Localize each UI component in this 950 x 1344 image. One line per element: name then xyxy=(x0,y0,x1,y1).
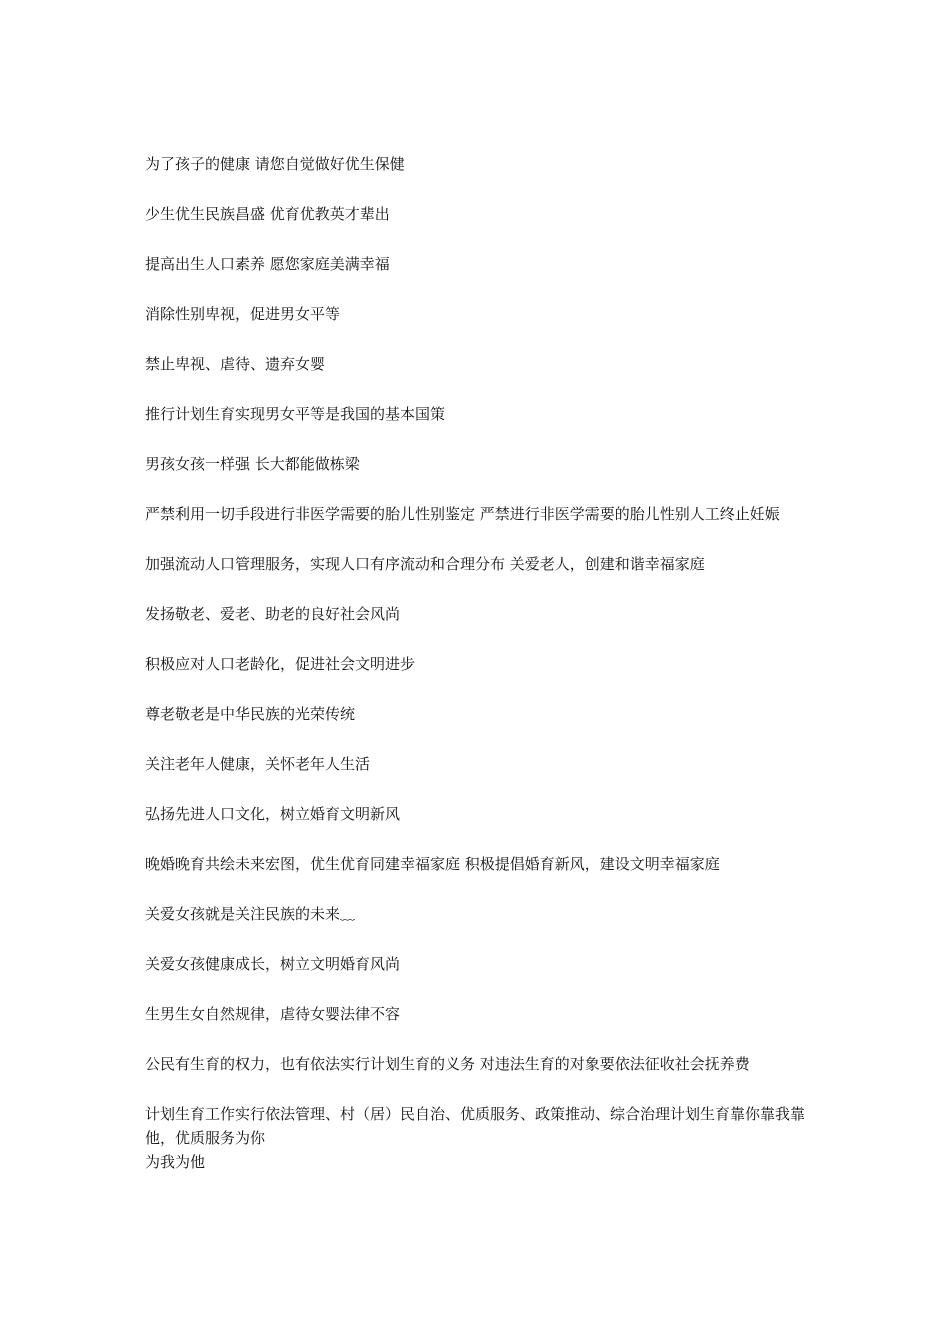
paragraph-13: 关注老年人健康，关怀老年人生活 xyxy=(145,755,371,773)
document-body xyxy=(145,152,810,1174)
paragraph-7: 男孩女孩一样强 长大都能做栋梁 xyxy=(145,455,360,473)
paragraph-3: 提高出生人口素养 愿您家庭美满幸福 xyxy=(145,255,390,273)
paragraph-20: 计划生育工作实行依法管理、村（居）民自治、优质服务、政策推动、综合治理计划生育靠你靠我靠他，优质服务为你 xyxy=(145,1105,806,1147)
paragraph-9: 加强流动人口管理服务，实现人口有序流动和合理分布 关爱老人，创建和谐幸福家庭 xyxy=(145,555,705,573)
paragraph-16: 关爱女孩就是关注民族的未来﹏ xyxy=(145,905,356,923)
paragraph-19: 公民有生育的权力，也有依法实行计划生育的义务 对违法生育的对象要依法征收社会抚养费 xyxy=(145,1055,750,1073)
paragraph-5: 禁止卑视、虐待、遗弃女婴 xyxy=(145,355,326,373)
paragraph-10: 发扬敬老、爱老、助老的良好社会风尚 xyxy=(145,605,401,623)
paragraph-14: 弘扬先进人口文化，树立婚育文明新风 xyxy=(145,805,401,823)
paragraph-1: 为了孩子的健康 请您自觉做好优生保健 xyxy=(145,155,405,173)
paragraph-6: 推行计划生育实现男女平等是我国的基本国策 xyxy=(145,405,446,423)
paragraph-11: 积极应对人口老龄化，促进社会文明进步 xyxy=(145,655,416,673)
paragraph-15: 晚婚晚育共绘未来宏图，优生优育同建幸福家庭 积极提倡婚育新风，建设文明幸福家庭 xyxy=(145,855,720,873)
paragraph-17: 关爱女孩健康成长，树立文明婚育风尚 xyxy=(145,955,401,973)
paragraph-18: 生男生女自然规律，虐待女婴法律不容 xyxy=(145,1005,401,1023)
paragraph-4: 消除性别卑视，促进男女平等 xyxy=(145,305,341,323)
paragraph-2: 少生优生民族昌盛 优育优教英才辈出 xyxy=(145,205,390,223)
paragraph-12: 尊老敬老是中华民族的光荣传统 xyxy=(145,705,356,723)
paragraph-8: 严禁利用一切手段进行非医学需要的胎儿性别鉴定 严禁进行非医学需要的胎儿性别人工终止妊娠 xyxy=(145,505,780,523)
paragraph-21: 为我为他 xyxy=(145,1153,206,1171)
